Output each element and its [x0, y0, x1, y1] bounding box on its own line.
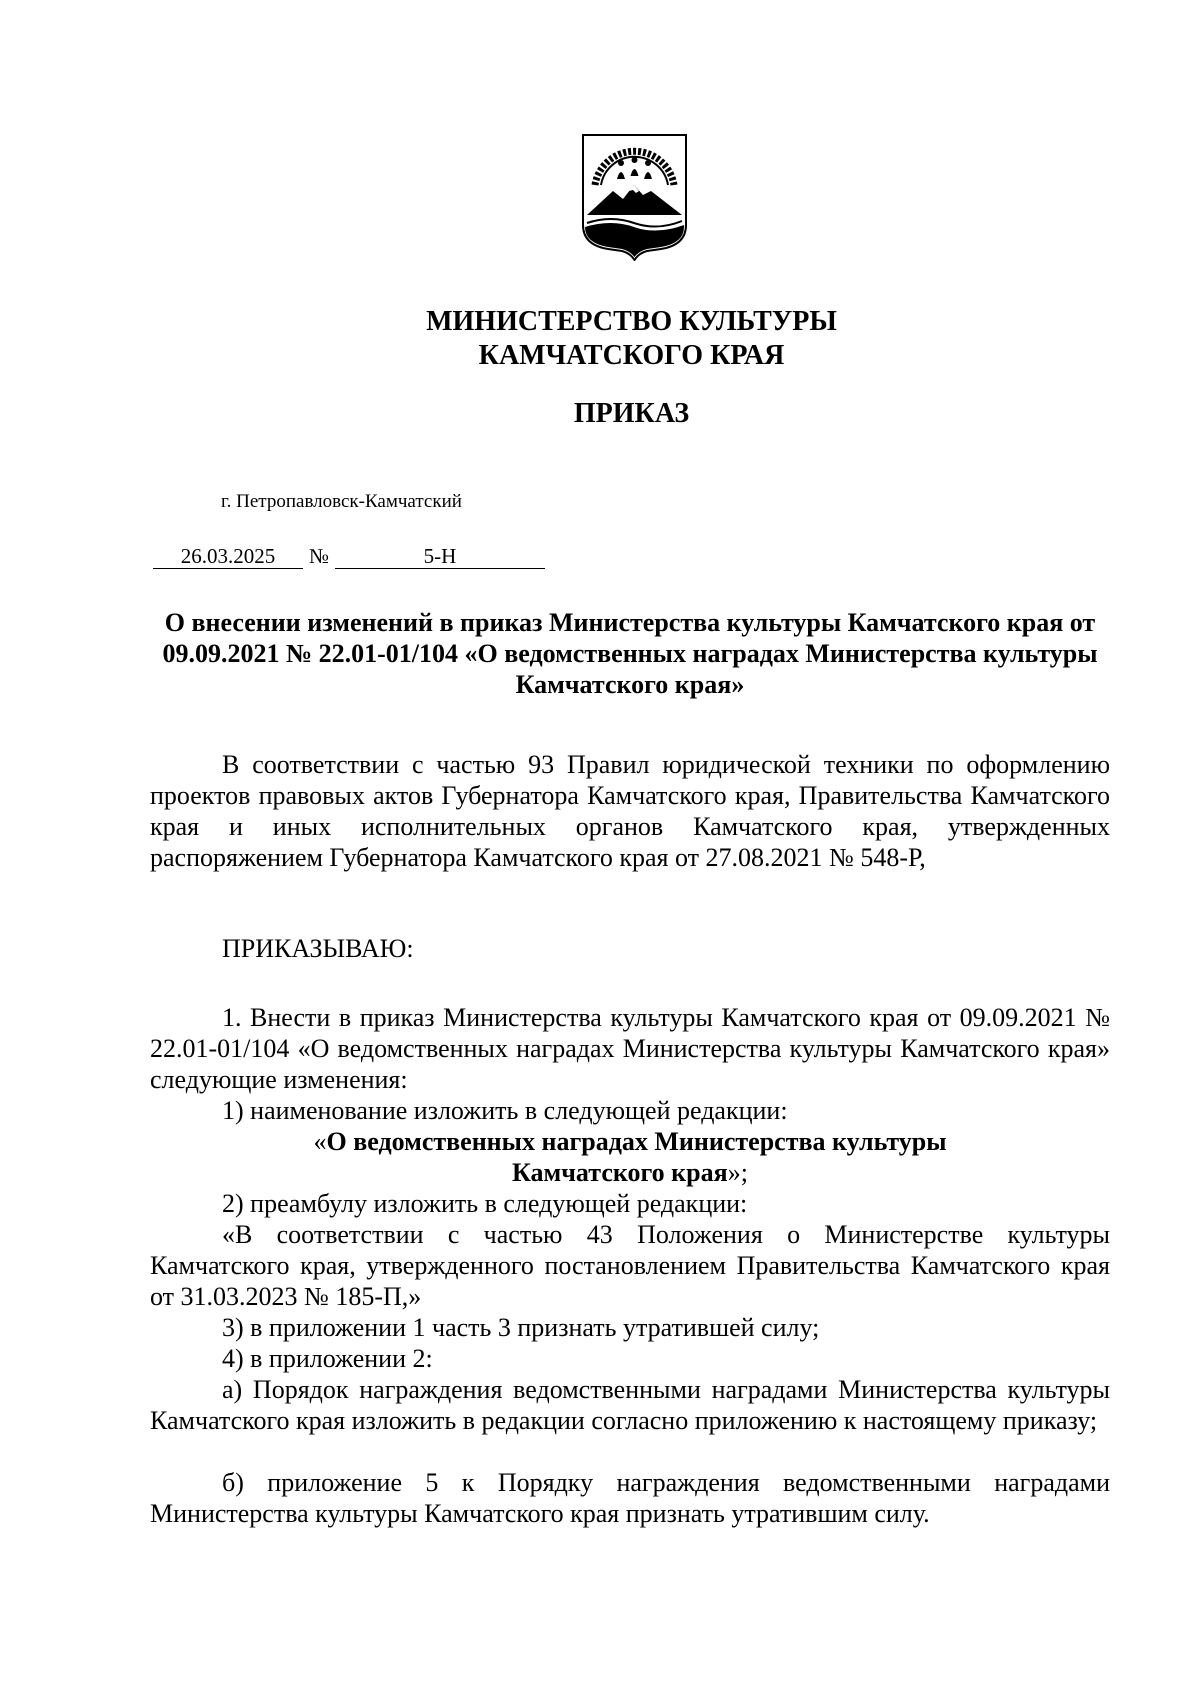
- document-number: 5-Н: [335, 544, 545, 569]
- quote-close: »;: [727, 1158, 748, 1187]
- document-type: ПРИКАЗ: [573, 398, 690, 429]
- new-title-quote: [150, 1126, 1110, 1188]
- ministry-name-line1: МИНИСТЕРСТВО КУЛЬТУРЫ: [426, 306, 837, 337]
- date-number-line: [153, 544, 545, 569]
- document-date: 26.03.2025: [153, 544, 303, 569]
- document-title: О внесении изменений в приказ Министерства культуры Камчатского края от 09.09.2021 № 22.01-01/104 «О ведомственных наградах Министерства культуры Камчатского края»: [162, 608, 1098, 699]
- subitem-4a: а) Порядок награждения ведомственными наградами Министерства культуры Камчатского края изложить в редакции согласно приложению к настоящему приказу;: [150, 1375, 1110, 1435]
- new-title-line2: Камчатского края: [512, 1158, 728, 1187]
- subitem-3: 3) в приложении 1 часть 3 признать утратившей силу;: [222, 1313, 820, 1342]
- subitem-2: 2) преамбулу изложить в следующей редакции:: [222, 1189, 748, 1218]
- number-sign: №: [308, 544, 330, 568]
- subitem-4b: б) приложение 5 к Порядку награждения ведомственными наградами Министерства культуры Камчатского края признать утратившим силу.: [150, 1468, 1110, 1528]
- quote-open: «: [313, 1127, 327, 1156]
- subitem-4: 4) в приложении 2:: [222, 1344, 433, 1373]
- new-title-line1: О ведомственных наградах Министерства культуры: [326, 1127, 947, 1156]
- subitem-1: 1) наименование изложить в следующей редакции:: [222, 1096, 788, 1125]
- order-word: ПРИКАЗЫВАЮ:: [222, 934, 414, 963]
- coat-of-arms-emblem: [581, 133, 688, 261]
- city-location: г. Петропавловск-Камчатский: [221, 491, 462, 512]
- ministry-name: [0, 305, 1200, 373]
- subitem-2-text: «В соответствии с частью 43 Положения о Министерстве культуры Камчатского края, утвержденного постановлением Правительства Камчатского края от 31.03.2023 № 185-П,»: [150, 1220, 1110, 1311]
- preamble-paragraph: В соответствии с частью 93 Правил юридической техники по оформлению проектов правовых актов Губернатора Камчатского края, Правительства Камчатского края и иных исполнительных органов Камчатского края, утвержденных распоряжением Губернатора Камчатского края от 27.08.2021 № 548-Р,: [150, 750, 1110, 872]
- ministry-name-line2: КАМЧАТСКОГО КРАЯ: [478, 340, 785, 371]
- item-1: 1. Внести в приказ Министерства культуры Камчатского края от 09.09.2021 № 22.01-01/104 «О ведомственных наградах Министерства культуры Камчатского края» следующие изменения:: [150, 1003, 1110, 1094]
